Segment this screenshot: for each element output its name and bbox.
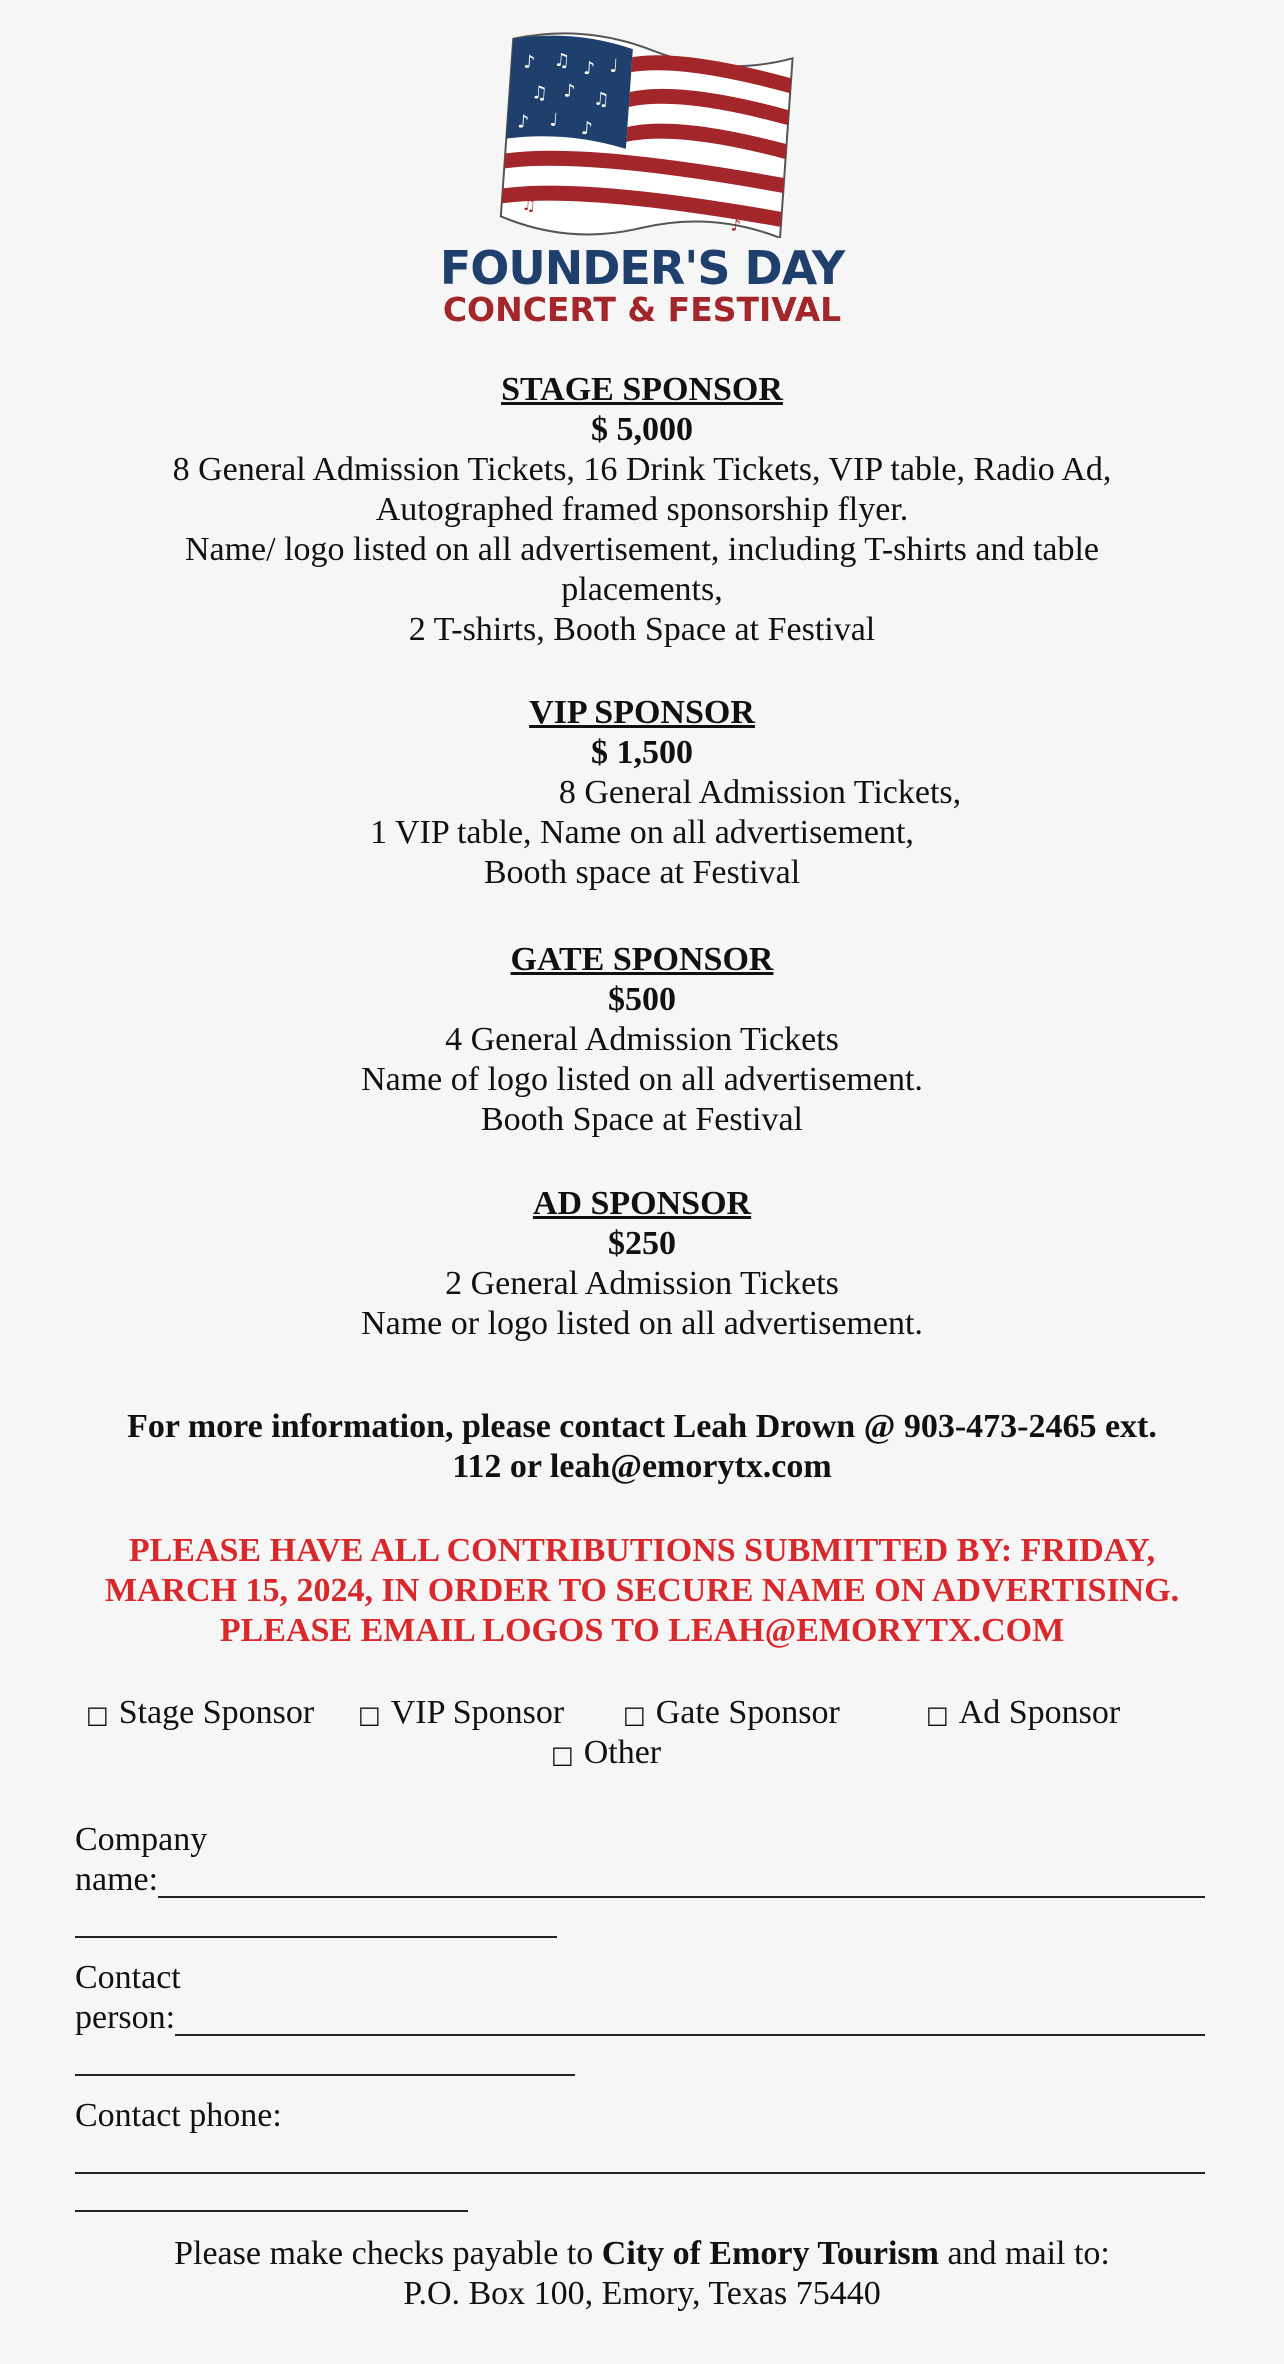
svg-text:♪: ♪ [730,215,742,236]
vip-sponsor-price: $ 1,500 [591,734,693,771]
svg-text:♪: ♪ [563,80,576,103]
svg-text:♫: ♫ [530,82,549,105]
checkbox-icon[interactable]: □ [551,1741,574,1769]
checkbox-icon[interactable]: □ [358,1701,381,1729]
ad-sponsor-checkbox[interactable] [926,1693,1120,1735]
stage-benefit-line: 2 T-shirts, Booth Space at Festival [408,611,876,648]
mailing-info [0,2234,1284,2314]
contact-phone-line[interactable] [75,2136,1205,2174]
other-checkbox[interactable] [551,1733,661,1775]
gate-sponsor-checkbox[interactable] [623,1693,840,1735]
gate-benefit-line: Booth Space at Festival [480,1101,803,1138]
option-label: Ad Sponsor [958,1694,1121,1731]
ad-sponsor-section [0,1184,1284,1344]
option-label: VIP Sponsor [390,1694,565,1731]
svg-text:♪: ♪ [522,51,536,74]
gate-benefit-line: Name of logo listed on all advertisement. [361,1061,923,1098]
payment-instruction [0,2234,1284,2274]
stage-sponsor-section [0,370,1284,650]
deadline-line: PLEASE HAVE ALL CONTRIBUTIONS SUBMITTED BY: FRIDAY, [128,1532,1156,1569]
ad-sponsor-title: AD SPONSOR [532,1185,752,1222]
logo-title: FOUNDER'S DAY [439,241,845,295]
gate-benefit-line: 4 General Admission Tickets [445,1021,839,1058]
vip-sponsor-title: VIP SPONSOR [529,694,755,731]
stage-benefit-line: placements, [561,571,723,608]
stage-sponsor-title: STAGE SPONSOR [501,371,783,408]
contact-phone-label: Contact phone: [75,2097,282,2134]
contact-phone-line-2[interactable] [75,2174,468,2212]
company-name-label: name: [75,1861,159,1898]
payee-name: City of Emory Tourism [601,2235,939,2272]
svg-text:♩: ♩ [608,55,619,78]
stage-sponsor-checkbox[interactable] [86,1693,314,1735]
ad-benefit-line: Name or logo listed on all advertisement. [361,1305,923,1342]
contact-info-line: For more information, please contact Leah Drown @ 903-473-2465 ext. [127,1408,1157,1445]
contact-person-row [75,1998,1205,2038]
svg-text:♫: ♫ [553,49,571,72]
svg-text:♪: ♪ [582,57,596,80]
festival-logo [0,28,1284,328]
contact-person-label: Contact [75,1959,181,1996]
deadline-line: PLEASE EMAIL LOGOS TO LEAH@EMORYTX.COM [219,1612,1065,1649]
contact-person-field[interactable] [75,1958,1205,2076]
gate-sponsor-title: GATE SPONSOR [510,941,774,978]
ad-benefit-line: 2 General Admission Tickets [445,1265,839,1302]
option-label: Stage Sponsor [118,1694,315,1731]
vip-sponsor-checkbox[interactable] [358,1693,564,1735]
payment-suffix: and mail to: [938,2235,1110,2272]
svg-text:♪: ♪ [580,117,594,140]
payment-prefix: Please make checks payable to [174,2235,602,2272]
american-flag-icon [477,28,807,238]
contact-person-line[interactable] [175,1998,1205,2036]
company-name-row [75,1860,1205,1900]
option-label: Other [583,1734,662,1771]
svg-text:♫: ♫ [592,88,611,111]
company-name-line-2[interactable] [75,1900,557,1938]
option-label: Gate Sponsor [655,1694,840,1731]
mailing-address: P.O. Box 100, Emory, Texas 75440 [403,2275,881,2312]
svg-text:♫: ♫ [521,194,537,215]
checkbox-icon[interactable]: □ [926,1701,949,1729]
deadline-line: MARCH 15, 2024, IN ORDER TO SECURE NAME ON ADVERTISING. [104,1572,1180,1609]
stage-sponsor-price: $ 5,000 [591,411,693,448]
vip-sponsor-section [0,693,1284,893]
vip-benefit-line: Booth space at Festival [483,854,801,891]
logo-subtitle: CONCERT & FESTIVAL [442,290,842,329]
contact-phone-field[interactable] [75,2096,1205,2212]
svg-text:♩: ♩ [548,109,559,132]
company-name-field[interactable] [75,1820,1205,1938]
vip-benefit-line: 1 VIP table, Name on all advertisement, [370,814,914,851]
vip-benefit-line: 8 General Admission Tickets, [558,774,962,811]
company-name-label: Company [75,1821,208,1858]
stage-benefit-line: Autographed framed sponsorship flyer. [375,491,909,528]
stage-benefit-line: 8 General Admission Tickets, 16 Drink Tickets, VIP table, Radio Ad, [172,451,1112,488]
svg-text:♪: ♪ [516,111,530,134]
checkbox-icon[interactable]: □ [623,1701,646,1729]
deadline-notice [0,1531,1284,1651]
gate-sponsor-section [0,940,1284,1140]
contact-info-line: 112 or leah@emorytx.com [452,1448,832,1485]
contact-person-label: person: [75,1999,176,2036]
checkbox-icon[interactable]: □ [86,1701,109,1729]
contact-info [0,1407,1284,1487]
gate-sponsor-price: $500 [608,981,676,1018]
contact-person-line-2[interactable] [75,2038,575,2076]
company-name-line[interactable] [158,1860,1205,1898]
ad-sponsor-price: $250 [608,1225,676,1262]
stage-benefit-line: Name/ logo listed on all advertisement, including T-shirts and table [184,531,1100,568]
